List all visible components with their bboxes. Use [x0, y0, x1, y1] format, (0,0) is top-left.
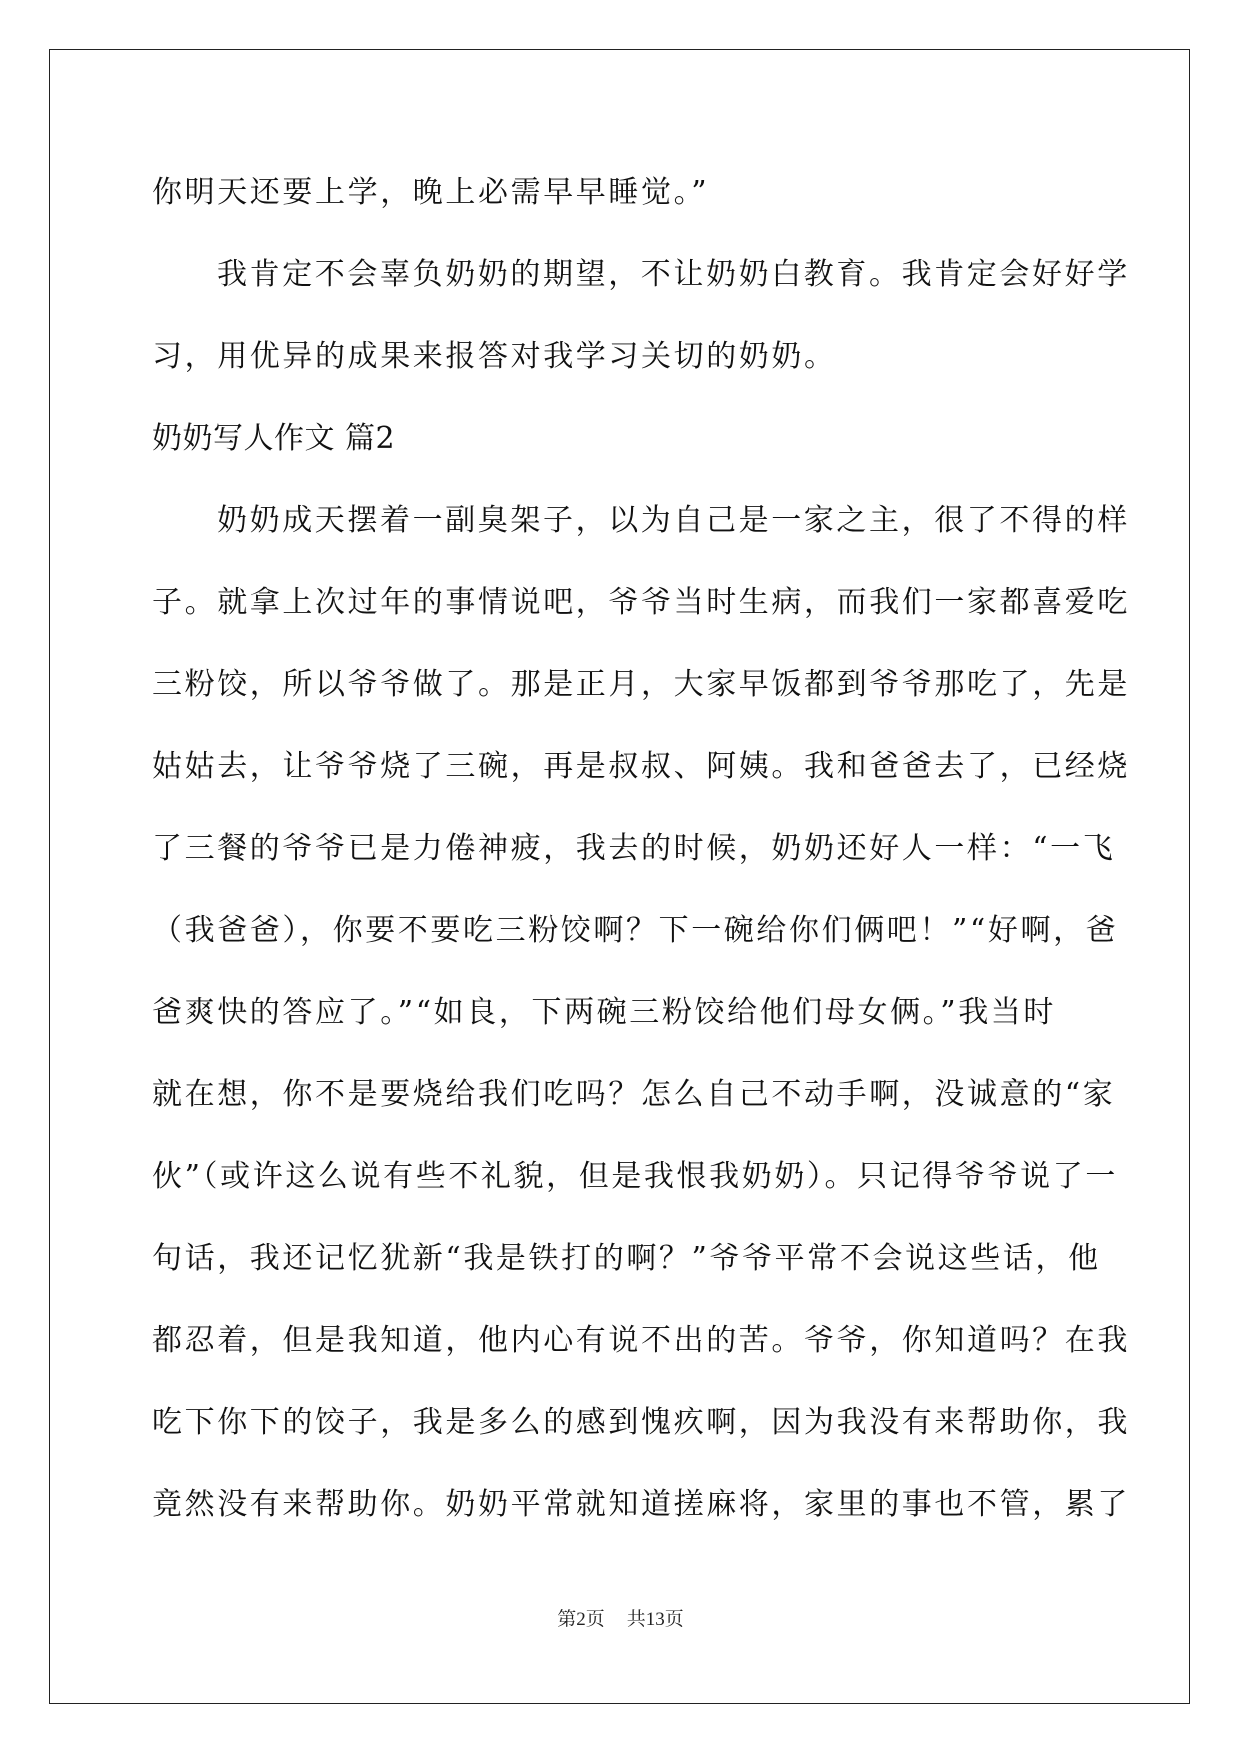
text-line: 三粉饺，所以爷爷做了。那是正月，大家早饭都到爷爷那吃了，先是: [152, 667, 1130, 702]
text-line: 吃下你下的饺子，我是多么的感到愧疚啊，因为我没有来帮助你，我: [152, 1405, 1130, 1440]
paragraph-start-line: 我肯定不会辜负奶奶的期望，不让奶奶白教育。我肯定会好好学: [217, 257, 1130, 292]
page-total: 共13页: [626, 1609, 684, 1630]
text-line: 伙”（或许这么说有些不礼貌，但是我恨我奶奶）。只记得爷爷说了一: [152, 1159, 1118, 1194]
text-line: 你明天还要上学，晚上必需早早睡觉。”: [152, 175, 710, 210]
text-line: 姑姑去，让爷爷烧了三碗，再是叔叔、阿姨。我和爸爸去了，已经烧: [152, 749, 1130, 784]
text-line: 就在想，你不是要烧给我们吃吗？怎么自己不动手啊，没诚意的“家: [152, 1077, 1116, 1112]
text-line: 都忍着，但是我知道，他内心有说不出的苦。爷爷，你知道吗？在我: [152, 1323, 1130, 1358]
paragraph-start-line: 奶奶成天摆着一副臭架子，以为自己是一家之主，很了不得的样: [217, 503, 1130, 538]
text-line: 爸爽快的答应了。”“如良，下两碗三粉饺给他们母女俩。”我当时: [152, 995, 1057, 1030]
text-line: （我爸爸），你要不要吃三粉饺啊？下一碗给你们俩吧！”“好啊，爸: [152, 913, 1119, 948]
text-line: 竟然没有来帮助你。奶奶平常就知道搓麻将，家里的事也不管，累了: [152, 1487, 1130, 1522]
page-number: 第2页: [557, 1609, 605, 1630]
text-line: 了三餐的爷爷已是力倦神疲，我去的时候，奶奶还好人一样：“一飞: [152, 831, 1116, 866]
text-line: 习，用优异的成果来报答对我学习关切的奶奶。: [152, 339, 837, 374]
text-line: 子。就拿上次过年的事情说吧，爷爷当时生病，而我们一家都喜爱吃: [152, 585, 1130, 620]
page-footer: [0, 1604, 1241, 1631]
section-heading: 奶奶写人作文 篇2: [152, 421, 396, 456]
document-body: [152, 152, 1130, 1546]
text-line: 句话，我还记忆犹新“我是铁打的啊？”爷爷平常不会说这些话，他: [152, 1241, 1101, 1276]
